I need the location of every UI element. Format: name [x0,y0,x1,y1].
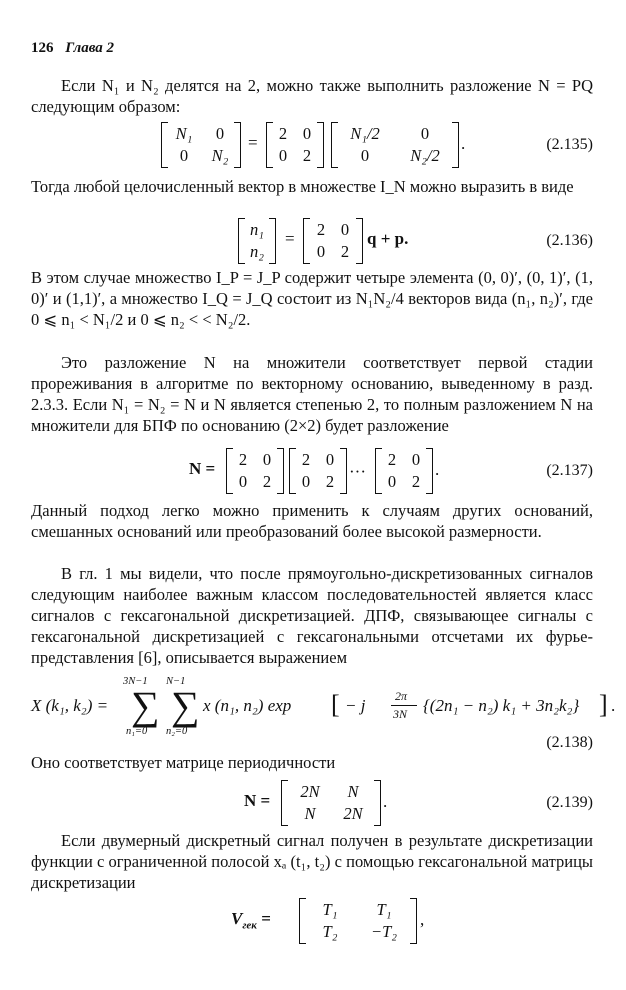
cell: 0 [360,146,370,165]
equation-v-hex: $V_{гек}$ = T₁ T₁ T₂ −T₂ , [31,896,593,946]
sum-sign: ∑ [171,683,200,728]
paragraph-5: Данный подход легко можно применить к случаям других оснований, смешанных оснований или преобразований более высокой размерности. [31,501,593,541]
cell: N₁ [175,124,193,143]
periodicity-matrix [281,780,381,826]
summand: x (n₁, n₂) exp [203,696,292,715]
cell: n₂ [250,242,264,261]
cell: T₁ [322,900,338,919]
cell: −T₂ [370,922,398,941]
cell: 0 [301,472,311,491]
equation-2-138: X (k₁, k₂) = 3N−1 ∑ n₁=0 N−1 ∑ n₂=0 x (n₁, n₂) exp [ − j 2π 3N {(2n₁ − n₂) k₁ + 3n₂k₂} ] . (2.138) [31,676,616,751]
cell: 0 [325,450,335,469]
cell: 2 [302,146,312,165]
cell: N [304,804,316,823]
sum-upper-limit: N−1 [166,676,186,687]
equation-lhs: X (k₁, k₂) = [31,696,109,715]
equals-sign: = [248,133,258,152]
paragraph-2: Тогда любой целочисленный вектор в множестве I_N можно выразить в виде [31,177,574,196]
vector-n [238,218,276,264]
equation-number: (2.138) [546,734,593,751]
equation-number: (2.139) [546,794,593,811]
cell: 2 [325,472,335,491]
cell: 0 [262,450,272,469]
equation-2-139: N = 2N N N 2N . (2.139) [31,778,593,828]
paragraph-1: Если N₁ и N₂ делятся на 2, можно также выполнить разложение N = PQ следующим образом: [31,76,593,116]
exponent-expression: {(2n₁ − n₂) k₁ + 3n₂k₂} [423,696,580,715]
sampling-matrix [299,898,417,944]
paragraph-8: Если двумерный дискретный сигнал получен в результате дискретизации функции с ограниченной полосой xₐ (t₁, t₂) с помощью гексагональной матрицы дискретизации [31,831,593,892]
cell: 0 [215,124,225,143]
cell: 2 [238,450,248,469]
ellipsis: ··· [349,462,366,481]
cell: 0 [387,472,397,491]
fraction-numerator: 2π [395,689,408,703]
matrix-2 [303,218,363,264]
cell: 2 [387,450,397,469]
cell: 2N [300,782,320,801]
equation-number: (2.135) [546,136,593,153]
equation-tail: q + p. [367,229,409,248]
sum-lower-limit: n₂=0 [166,726,188,737]
cell: 2 [301,450,311,469]
equation-number: (2.136) [546,232,593,249]
minus-j: − j [345,696,366,715]
fraction-denominator: 3N [393,707,408,721]
paragraph-7: Оно соответствует матрице периодичности [31,753,336,772]
page-number: 126 [31,40,54,56]
equation-lhs: $V_{гек}$ = [231,909,271,932]
matrix-factor-1 [226,448,284,494]
cell: T₁ [376,900,392,919]
cell: N₂ [211,146,229,165]
matrix-p [266,122,324,168]
sum-upper-limit: 3N−1 [123,676,148,687]
cell: 0 [278,146,288,165]
cell: N [347,782,359,801]
cell: 0 [179,146,189,165]
matrix-n [161,122,241,168]
cell: N₁/2 [350,124,380,143]
equation-number: (2.137) [546,462,593,479]
cell: 0 [411,450,421,469]
cell: 2 [411,472,421,491]
cell: 2N [343,804,363,823]
sum-sign: ∑ [131,683,160,728]
paragraph-3: В этом случае множество I_P = J_P содержит четыре элемента (0, 0)′, (0, 1)′, (1, 0)′ и (1,1)′, а множество I_Q = J_Q состоит из N₁N₂/4 векторов вида (n₁, n₂)′, где 0 ⩽ n₁ < N₁/2 и 0 ⩽ n₂ < < N₂/2. [31,268,593,329]
matrix-factor-2 [289,448,347,494]
chapter-title: Глава 2 [65,40,115,56]
cell: 2 [262,472,272,491]
cell: 2 [278,124,288,143]
paragraph-6: В гл. 1 мы видели, что после прямоугольно-дискретизованных сигналов следующим наиболее важным классом последовательностей является класс сигналов с гексагональной дискретизацией. ДПФ, связывающее сигналы с гексагональной дискретизацией с гексагональными отсчетами их фурье-представления [6], описывается выражением [31,564,593,667]
cell: n₁ [250,220,264,239]
cell: 2 [316,220,326,239]
cell: T₂ [322,922,338,941]
cell: 2 [340,242,350,261]
cell: 0 [302,124,312,143]
matrix-q [331,122,459,168]
matrix-factor-n [375,448,433,494]
equation-2-136: n₁ n₂ = 2 0 0 2 q + p. (2.136) [31,216,593,266]
sum-lower-limit: n₁=0 [126,726,148,737]
equation-lhs: N = [244,791,271,810]
equation-2-135: N₁ 0 0 N₂ = 2 0 0 2 N₁/2 0 0 N₂/2 . (2.135) [31,120,593,170]
page-header [31,40,114,57]
cell: 0 [340,220,350,239]
cell: 0 [420,124,430,143]
cell: 0 [316,242,326,261]
equation-lhs: N = [189,459,216,478]
cell: N₂/2 [410,146,440,165]
cell: 0 [238,472,248,491]
equation-2-137: N = 2 0 0 2 2 0 0 2 ··· 2 0 0 2 . (2.137) [31,446,593,496]
paragraph-4: Это разложение N на множители соответствует первой стадии прореживания в алгоритме по векторному основанию, выведенному в разд. 2.3.3. Если N₁ = N₂ = N и N является степенью 2, то полным разложением N на множители для БПФ по основанию (2×2) будет разложение [31,353,593,435]
